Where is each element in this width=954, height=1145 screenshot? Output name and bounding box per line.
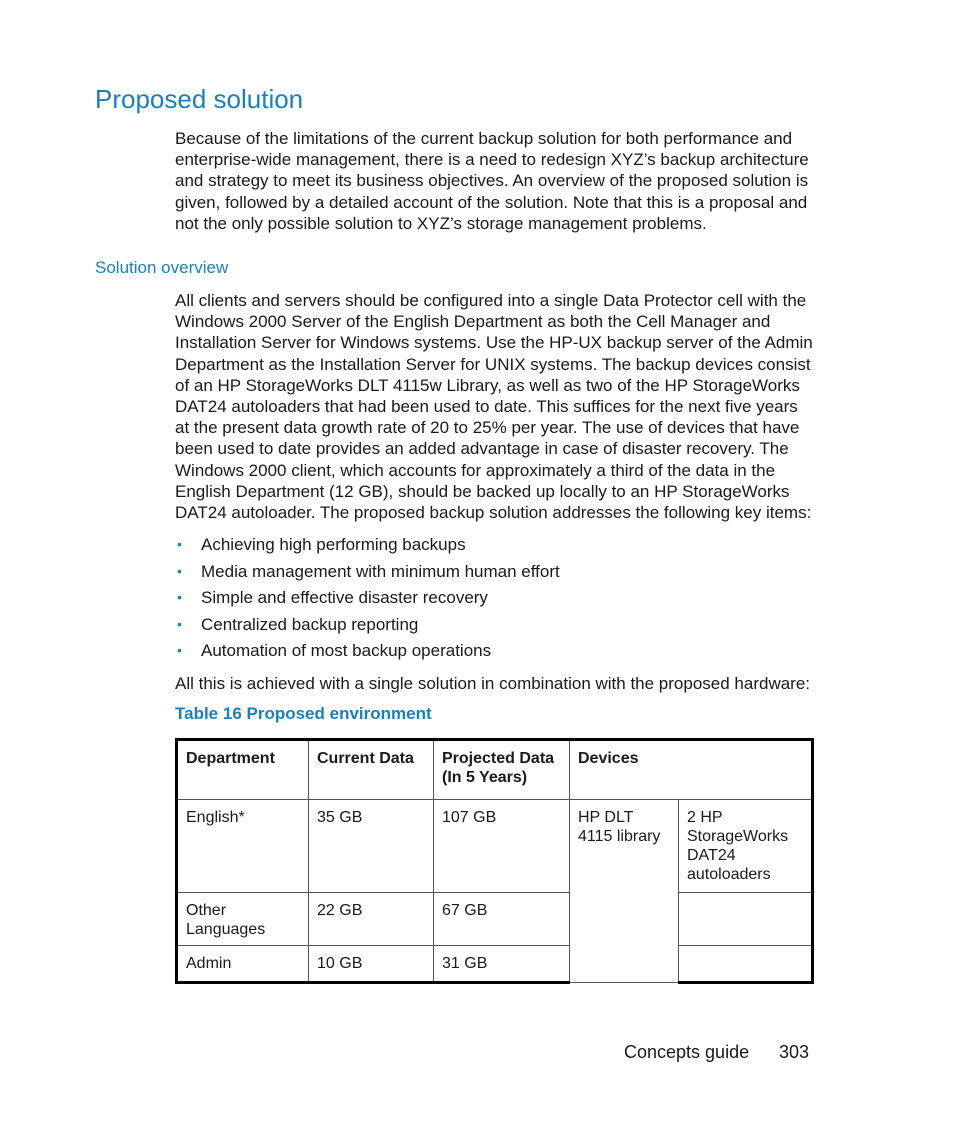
closing-paragraph: All this is achieved with a single solution in combination with the proposed hardware: (175, 674, 811, 693)
intro-paragraph: Because of the limitations of the current backup solution for both performance and enterprise-wide management, there is a need to redesign XYZ’s backup architecture and strategy to meet its business objectives. An overview of the proposed solution is given, followed by a detailed account of the solution. Note that this is a proposal and not the only possible solution to XYZ’s storage management problems. (175, 129, 809, 233)
current-data-cell: 10 GB (309, 946, 434, 983)
table-caption: Table 16 Proposed environment (175, 704, 432, 723)
device-cell: HP DLT 4115 library (570, 800, 679, 983)
device-cell: 2 HP StorageWorks DAT24 autoloaders (679, 800, 813, 893)
projected-data-cell: 67 GB (434, 893, 570, 946)
department-cell: English* (177, 800, 309, 893)
list-item (175, 533, 560, 560)
bullet-icon: • (177, 615, 182, 632)
department-cell: Admin (177, 946, 309, 983)
list-item (175, 560, 560, 587)
list-item-text: Automation of most backup operations (201, 641, 492, 660)
table-header-row (177, 740, 813, 800)
list-item-text: Simple and effective disaster recovery (201, 588, 488, 607)
bullet-icon: • (177, 562, 182, 579)
current-data-cell: 35 GB (309, 800, 434, 893)
projected-data-cell: 31 GB (434, 946, 570, 983)
list-item-text: Centralized backup reporting (201, 614, 419, 634)
column-header: Department (177, 740, 309, 800)
device-cell (679, 946, 813, 983)
device-cell (679, 893, 813, 946)
department-cell: Other Languages (177, 893, 309, 946)
list-item-text: Achieving high performing backups (201, 535, 466, 554)
page-title: Proposed solution (95, 84, 304, 114)
list-item-text: Media management with minimum human effort (201, 561, 560, 581)
column-header: Projected Data (In 5 Years) (434, 740, 570, 800)
table-row (177, 800, 813, 893)
list-item (175, 613, 560, 640)
bullet-icon: • (177, 536, 182, 552)
column-header: Devices (570, 740, 813, 800)
section-heading: Solution overview (95, 258, 229, 277)
page-number: 303 (779, 1042, 810, 1062)
current-data-cell: 22 GB (309, 893, 434, 946)
bullet-icon: • (177, 589, 182, 605)
key-items-list (175, 533, 560, 666)
list-item (175, 639, 560, 666)
list-item (175, 586, 560, 613)
environment-table (175, 738, 814, 984)
bullet-icon: • (177, 642, 182, 658)
footer-label: Concepts guide (624, 1042, 750, 1062)
table-row (177, 946, 813, 983)
projected-data-cell: 107 GB (434, 800, 570, 893)
table-row (177, 893, 813, 946)
column-header: Current Data (309, 740, 434, 800)
overview-paragraph: All clients and servers should be configured into a single Data Protector cell with the Windows 2000 Server of the English Department as both the Cell Manager and Installation Server for Windows systems. Use the HP-UX backup server of the Admin Department as the Installation Server for UNIX systems. The backup devices consist of an HP StorageWorks DLT 4115w Library, as well as two of the HP StorageWorks DAT24 autoloaders that had been used to date. This suffices for the next five years at the present data growth rate of 20 to 25% per year. The use of devices that have been used to date provides an added advantage in case of disaster recovery. The Windows 2000 client, which accounts for approximately a third of the data in the English Department (12 GB), should be backed up locally to an HP StorageWorks DAT24 autoloader. The proposed backup solution addresses the following key items: (175, 291, 813, 523)
